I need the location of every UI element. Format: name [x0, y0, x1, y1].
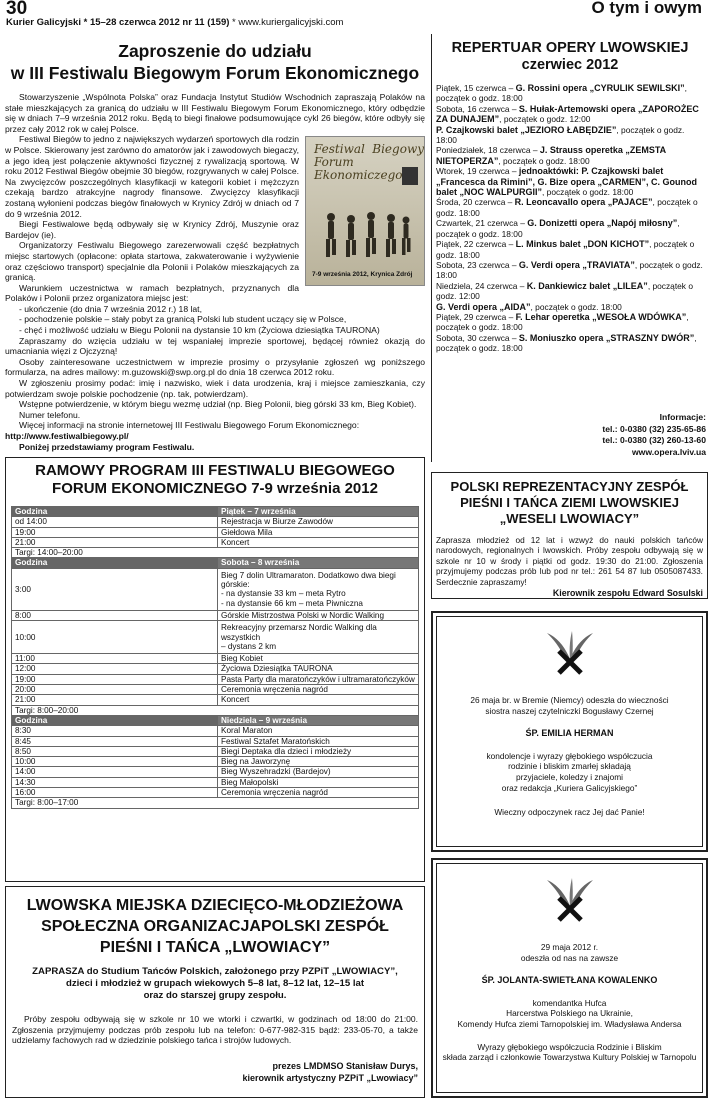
- opera-item: [436, 125, 704, 146]
- ensemble-title-line1: POLSKI REPREZENTACYJNY ZESPÓŁ: [450, 479, 689, 494]
- opera-item-title: G. Verdi opera „TRAVIATA”: [518, 259, 635, 270]
- opera-item-title: J. Strauss operetka „ZEMSTA NIETOPERZA”: [436, 145, 666, 166]
- lwowiacy-invitation-line3: oraz do starszej grupy zespołu.: [143, 990, 287, 1001]
- program-time: 3:00: [12, 568, 218, 610]
- program-row: [12, 705, 419, 715]
- opera-item-date: Piątek, 22 czerwca –: [436, 239, 516, 250]
- program-time: Targi: 8:00–17:00: [12, 798, 419, 808]
- lwowiacy-ad: [5, 886, 425, 1098]
- program-event-line: Niedziela – 9 września: [221, 715, 308, 725]
- program-title-line1: RAMOWY PROGRAM III FESTIWALU BIEGOWEGO: [35, 462, 395, 479]
- opera-item: [436, 239, 704, 260]
- program-event: [218, 558, 419, 568]
- program-row: [12, 736, 419, 746]
- page-number: 30: [6, 0, 28, 19]
- program-event: [218, 621, 419, 654]
- ensemble-ad: [431, 472, 708, 599]
- opera-item-title: S. Hułak-Artemowski opera „ZAPOROŻEC ZA DUNAJEM”: [436, 103, 699, 125]
- opera-item: [436, 145, 704, 166]
- opera-item-title: R. Leoncavallo opera „PAJACE”: [514, 197, 653, 208]
- program-event-line: Sobota – 8 września: [221, 558, 300, 568]
- program-row: [12, 568, 419, 610]
- obituary-2: [431, 858, 708, 1098]
- program-event: [218, 654, 419, 664]
- program-event-line: Bieg Wyszehradzki (Bardejov): [221, 767, 331, 777]
- opera-item-time: , początek o godz. 18:00: [498, 155, 590, 166]
- program-time: 10:00: [12, 757, 218, 767]
- opera-item-time: , początek o godz. 18:00: [436, 239, 695, 260]
- program-event-line: Ceremonia wręczenia nagród: [221, 788, 328, 798]
- program-event-line: Festiwal Sztafet Maratońskich: [221, 736, 330, 746]
- program-event-line: Bieg 7 dolin Ultramaraton. Dodatkowo dwa biegi górskie:: [221, 570, 396, 590]
- program-event: [218, 746, 419, 756]
- program-time: 11:00: [12, 654, 218, 664]
- section-title: O tym i owym: [591, 0, 702, 17]
- lwowiacy-signature-1: prezes LMDMSO Stanisław Durys,: [272, 1060, 418, 1071]
- program-row: [12, 507, 419, 517]
- program-time: 8:50: [12, 746, 218, 756]
- opera-item: [436, 302, 704, 312]
- program-row: [12, 767, 419, 777]
- program-event-line: Pasta Party dla maratończyków i ultramaratończyków: [221, 674, 415, 684]
- program-row: [12, 695, 419, 705]
- opera-item-date: Sobota, 23 czerwca –: [436, 259, 519, 270]
- invitation-title-line1: Zaproszenie do udziału: [118, 41, 312, 61]
- poster-title: Festiwal Biegowy Forum Ekonomiczego: [314, 142, 424, 183]
- program-row: [12, 726, 419, 736]
- program-event: [218, 664, 419, 674]
- paragraph: - chęć i możliwość udziału w Biegu Polonii na dystansie 10 km (Życiowa dziesiątka TAURONA): [19, 325, 380, 336]
- program-row: [12, 654, 419, 664]
- obit2-line2: odeszła od nas na zawsze: [520, 952, 619, 963]
- opera-item-date: Środa, 20 czerwca –: [436, 197, 515, 208]
- program-event: [218, 736, 419, 746]
- program-time: 14:30: [12, 777, 218, 787]
- obituary-2-inner: [436, 863, 703, 1093]
- mourning-cross-icon: [539, 629, 601, 687]
- program-event: [218, 685, 419, 695]
- obit2-line1: 29 maja 2012 r.: [540, 942, 599, 952]
- program-time: Godzina: [12, 715, 218, 725]
- program-event-line: Rejestracja w Biurze Zawodów: [221, 517, 333, 527]
- festival-program: [5, 457, 425, 882]
- invitation-title-line2: w III Festiwalu Biegowym Forum Ekonomicznego: [10, 63, 420, 83]
- lwowiacy-title: [6, 895, 424, 958]
- program-event: [218, 527, 419, 537]
- opera-item-time: , początek o godz. 12:00: [436, 280, 693, 302]
- program-event-line: Koral Maraton: [221, 726, 273, 736]
- program-time: 8:00: [12, 610, 218, 620]
- invitation-title: [5, 40, 425, 84]
- paragraph: Zapraszamy do wzięcia udziału w tej wspaniałej imprezie sportowej, będącej również okazją do umacniania więzi z Ojczyzną!: [5, 335, 425, 357]
- lwowiacy-signature-2: kierownik artystyczny PZPiT „Lwowiacy”: [242, 1072, 418, 1083]
- opera-item: [436, 281, 704, 302]
- obit2-role-1: komendantka Hufca: [532, 997, 607, 1008]
- program-time: 8:45: [12, 736, 218, 746]
- program-event: [218, 715, 419, 725]
- program-event-line: - na dystansie 33 km – meta Rytro: [221, 589, 346, 599]
- paragraph: Stowarzyszenie „Wspólnota Polska” oraz Fundacja Instytut Studiów Wschodnich zapraszają Polaków na stałe mieszkających za granicą do udziału w III Festiwalu Biegowym Forum Ekonomicznego, który odbędzie się w dniach 7–9 września 2012 roku. Będą to biegi finałowe podsumowujące cykl 26 biegów, które odbyły się przez cały 2012 rok w całej Polsce.: [5, 92, 425, 134]
- program-row: [12, 517, 419, 527]
- obit1-line1: 26 maja br. w Bremie (Niemcy) odeszła do wieczności: [470, 695, 669, 705]
- program-row: [12, 685, 419, 695]
- program-event-line: - na dystansie 66 km – meta Piwniczna: [221, 598, 363, 608]
- opera-list: [436, 83, 704, 354]
- paragraph: W zgłoszeniu prosimy podać: imię i nazwisko, wiek i data urodzenia, kraj i miejsce zamieszkania, czy potwierdzam swoje polskie pochodzenie (np. tak, potwierdzam).: [5, 378, 425, 399]
- program-row: [12, 548, 419, 558]
- program-time: Godzina: [12, 507, 218, 517]
- opera-item-time: , początek o godz. 18:00: [436, 218, 680, 239]
- program-time: 10:00: [12, 621, 218, 654]
- program-row: [12, 798, 419, 808]
- poster-logo: [402, 167, 418, 185]
- program-event-line: Rekreacyjny przemarsz Nordic Walking dla wszystkich: [221, 623, 377, 642]
- lwowiacy-invitation: [6, 966, 424, 1002]
- opera-item-time: , początek o godz. 12:00: [499, 114, 591, 125]
- opera-website[interactable]: www.opera.lviv.ua: [631, 446, 706, 457]
- obit2-condolence-1: Wyrazy głębokiego współczucia Rodzinie i Bliskim: [477, 1041, 662, 1052]
- program-event-line: Koncert: [221, 695, 250, 705]
- program-event-line: Bieg Kobiet: [221, 654, 263, 664]
- program-row: [12, 558, 419, 568]
- lwowiacy-signature: [6, 1060, 418, 1084]
- obituary-1: [431, 611, 708, 852]
- invitation-article: [5, 34, 425, 454]
- program-event: [218, 507, 419, 517]
- program-event: [218, 537, 419, 547]
- program-event: [218, 695, 419, 705]
- program-event-line: Biegi Deptaka dla dzieci i młodzieży: [221, 746, 352, 756]
- program-event-line: Górskie Mistrzostwa Polski w Nordic Walking: [221, 610, 385, 620]
- paragraph: - pochodzenie polskie – stały pobyt za granicą Polski lub student uczący się w Polsce,: [19, 314, 347, 325]
- opera-item-time: , początek o godz. 18:00: [542, 187, 634, 198]
- obit2-role-2: Harcerstwa Polskiego na Ukrainie,: [506, 1008, 633, 1019]
- opera-item-title: G. Rossini opera „CYRULIK SEWILSKI”: [515, 83, 685, 93]
- program-row: [12, 537, 419, 547]
- paragraph: Festiwal Biegów to jedno z największych wydarzeń sportowych dla rodzin w Polsce. Skierowany jest zarówno do amatorów jak i zawodowych biegaczy, a jego ideą jest połączenie aktywności fizycznej z rywalizacją sportową. W roku 2012 Festiwal Biegów obejmie 30 biegów, rozgrywanych w całej Polsce. Na zwycięzców poszczególnych klasyfikacji w kategorii kobiet i mężczyzn czekają bardzo atrakcyjne nagrody finansowe. Zwycięzcy klasyfikacji zostaną wyłonieni podczas biegów finałowych w Krynicy Zdrój w dniach od 7 do 9 września 2012.: [5, 134, 299, 219]
- opera-item-date: Niedziela, 24 czerwca –: [436, 280, 527, 291]
- program-time: 19:00: [12, 674, 218, 684]
- opera-item: [436, 312, 704, 333]
- obit2-role-3: Komendy Hufca ziemi Tarnopolskiej im. Władysława Andersa: [457, 1018, 682, 1029]
- program-time: 12:00: [12, 664, 218, 674]
- program-event: [218, 568, 419, 610]
- opera-item-date: Sobota, 30 czerwca –: [436, 332, 519, 343]
- lwowiacy-title-line1: LWOWSKA MIEJSKA DZIECIĘCO-MŁODZIEŻOWA: [26, 897, 404, 914]
- opera-item-date: Czwartek, 21 czerwca –: [436, 218, 528, 229]
- info-label: Informacje:: [659, 412, 706, 422]
- publication-name: Kurier Galicyjski * 15–28 czerwca 2012 nr 11 (159): [6, 17, 230, 28]
- paragraph: Więcej informacji na stronie internetowej III Festiwalu Biegowego Forum Ekonomicznego:: [19, 420, 360, 431]
- program-time: 21:00: [12, 695, 218, 705]
- opera-item: [436, 83, 704, 104]
- opera-item: [436, 197, 704, 218]
- program-row: [12, 757, 419, 767]
- lwowiacy-invitation-line2: dzieci i młodzież w grupach wiekowych 5–8 lat, 8–12 lat, 12–15 lat: [65, 978, 365, 989]
- opera-item-time: , początek o godz. 18:00: [530, 301, 622, 312]
- opera-item-date: Wtorek, 19 czerwca –: [436, 166, 519, 177]
- opera-item-title: F. Lehar operetka „WESOŁA WDÓWKA”: [515, 311, 687, 322]
- program-row: [12, 621, 419, 654]
- opera-item-title: L. Minkus balet „DON KICHOT”: [515, 239, 650, 250]
- festival-link[interactable]: http://www.festiwalbiegowy.pl/: [5, 431, 129, 441]
- ensemble-text: Zaprasza młodzież od 12 lat i wzwyż do nauki polskich tańców narodowych, regionalnych i lwowskich. Próby zespołu odbywają się w szkole nr 10 w środy i piątki od godz. 19:30 do 21:00. Zgłoszenia przyjmujemy podczas prób lub pod nr tel.: 261 54 87 lub 0505087433. Serdecznie zapraszamy!: [436, 535, 703, 587]
- obituary-1-inner: [436, 616, 703, 847]
- program-title-line2: FORUM EKONOMICZNEGO 7-9 września 2012: [52, 480, 378, 497]
- program-row: [12, 788, 419, 798]
- obit1-condolence-1: kondolencje i wyrazy głębokiego współczucia: [486, 750, 653, 761]
- page-header: [0, 0, 708, 32]
- opera-item-title: G. Verdi opera „AIDA”: [436, 301, 531, 312]
- publication-line: [6, 17, 343, 28]
- program-time: 8:30: [12, 726, 218, 736]
- program-event: [218, 610, 419, 620]
- program-time: 16:00: [12, 788, 218, 798]
- program-row: [12, 674, 419, 684]
- paragraph: - ukończenie (do dnia 7 września 2012 r.) 18 lat,: [19, 303, 202, 314]
- program-time: Godzina: [12, 558, 218, 568]
- program-title: [6, 462, 424, 498]
- program-time: Targi: 14:00–20:00: [12, 548, 419, 558]
- opera-subtitle: czerwiec 2012: [521, 57, 619, 73]
- program-event-line: Piątek – 7 września: [221, 507, 296, 516]
- program-event: [218, 674, 419, 684]
- opera-item-title: P. Czajkowski balet „JEZIORO ŁABĘDZIE”: [436, 124, 617, 135]
- lwowiacy-title-line2: SPOŁECZNA ORGANIZACJAPOLSKI ZESPÓŁ: [41, 918, 389, 935]
- opera-item-title: K. Dankiewicz balet „LILEA”: [526, 280, 648, 291]
- program-event-line: Bieg Małopolski: [221, 777, 279, 787]
- opera-item-title: G. Donizetti opera „Napój miłosny”: [527, 218, 678, 229]
- opera-item: [436, 260, 704, 281]
- opera-item: [436, 104, 704, 125]
- closing-line: Poniżej przedstawiamy program Festiwalu.: [19, 441, 195, 452]
- invitation-body: [5, 92, 425, 452]
- opera-item-time: , początek o godz. 18:00: [436, 332, 697, 354]
- program-row: [12, 746, 419, 756]
- program-table: [11, 506, 419, 809]
- ensemble-title-line3: „WESELI LWOWIACY”: [499, 511, 640, 526]
- opera-item: [436, 218, 704, 239]
- program-time: 20:00: [12, 685, 218, 695]
- program-event: [218, 517, 419, 527]
- program-time: 21:00: [12, 537, 218, 547]
- festival-poster-image: [305, 136, 425, 286]
- program-event-line: Ceremonia wręczenia nagród: [221, 685, 328, 695]
- program-event-line: – dystans 2 km: [221, 641, 277, 651]
- lwowiacy-description: Próby zespołu odbywają się w szkole nr 10 we wtorki i czwartki, w godzinach od 18:00 do 21:00. Zgłoszenia przyjmujemy podczas prób zespołu lub na telefon: 0-677-982-315 bądź: 233-05-70, a także udzielamy fachowych rad w dziedzinie polskiego tańca i strojów ludowych.: [12, 1014, 418, 1046]
- opera-contact: [602, 412, 706, 458]
- opera-item: [436, 333, 704, 354]
- program-event-line: Bieg na Jaworzynę: [221, 757, 291, 767]
- program-event: [218, 777, 419, 787]
- obit1-condolence-3: przyjaciele, koledzy i znajomi: [516, 771, 623, 782]
- opera-item-time: , początek o godz. 18:00: [436, 197, 698, 218]
- opera-item-time: , początek o godz. 18:00: [436, 83, 687, 104]
- program-event: [218, 767, 419, 777]
- paragraph: Biegi Festiwalowe będą odbywały się w Krynicy Zdrój, Muszynie oraz Bardejov (ie).: [5, 219, 299, 240]
- obit1-condolence-4: oraz redakcja „Kuriera Galicyjskiego”: [501, 782, 638, 793]
- program-event: [218, 757, 419, 767]
- paragraph: Organizatorzy Festiwalu Biegowego zarezerwowali część bezpłatnych miejsc startowych (opłacone: opłata startowa, zakwaterowanie i wyżywienie oraz częściowo transport) specjalnie dla Polonii i Polaków mieszkających za granicą.: [5, 240, 299, 283]
- opera-item-date: Sobota, 16 czerwca –: [436, 103, 519, 114]
- obit1-line2: siostra naszej czytelniczki Bogusławy Czernej: [485, 705, 654, 716]
- poster-date: 7-9 września 2012, Krynica Zdrój: [312, 270, 413, 278]
- mourning-cross-icon: [539, 876, 601, 934]
- program-event-line: Koncert: [221, 537, 250, 547]
- obit1-condolence-2: rodzinie i bliskim zmarłej składają: [508, 761, 631, 772]
- obit1-name: ŚP. EMILIA HERMAN: [525, 728, 614, 739]
- opera-item-time: , początek o godz. 18:00: [436, 311, 689, 333]
- website-link[interactable]: * www.kuriergalicyjski.com: [229, 17, 344, 28]
- program-time: 14:00: [12, 767, 218, 777]
- opera-title: REPERTUAR OPERY LWOWSKIEJ: [451, 40, 689, 56]
- opera-repertoire: [431, 34, 708, 462]
- program-time: 19:00: [12, 527, 218, 537]
- lwowiacy-title-line3: PIEŚNI I TAŃCA „LWOWIACY”: [99, 939, 331, 956]
- obit2-condolence-2: składa zarząd i członkowie Towarzystwa Kultury Polskiej w Tarnopolu: [442, 1052, 697, 1063]
- opera-item-title: jednoaktówki: P. Czajkowski balet „Francesca da Rimini”, G. Bize opera „CARMEN”, C. Gounod balet „NOC WALPURGII”: [436, 166, 698, 198]
- program-row: [12, 527, 419, 537]
- program-row: [12, 715, 419, 725]
- runners-silhouette: [316, 207, 416, 262]
- opera-item-date: Piątek, 15 czerwca –: [436, 83, 516, 93]
- opera-item-date: Poniedziałek, 18 czerwca –: [436, 145, 540, 156]
- ensemble-title: [432, 479, 707, 527]
- paragraph: Osoby zainteresowane uczestnictwem w imprezie prosimy o przysyłanie zgłoszeń wg poniższego formularza, na adres mailowy: m.guzowski@swp.org.pl do dnia 18 czerwca 2012 roku.: [5, 356, 425, 378]
- program-time: od 14:00: [12, 517, 218, 527]
- program-row: [12, 777, 419, 787]
- lwowiacy-invitation-line1: ZAPRASZA do Studium Tańców Polskich, założonego przy PZPiT „LWOWIACY”,: [32, 966, 398, 977]
- paragraph: Numer telefonu.: [19, 409, 81, 420]
- obit1-farewell: Wieczny odpoczynek racz Jej dać Panie!: [494, 807, 645, 818]
- obit2-name: ŚP. JOLANTA-SWIETŁANA KOWALENKO: [481, 975, 658, 986]
- opera-item-time: , początek o godz. 18:00: [436, 259, 703, 281]
- ensemble-title-line2: PIEŚNI I TAŃCA ZIEMI LWOWSKIEJ: [460, 495, 679, 510]
- phone-1: tel.: 0-0380 (32) 235-65-86: [602, 423, 706, 434]
- program-event-line: Giełdowa Mila: [221, 527, 273, 537]
- ensemble-signature: Kierownik zespołu Edward Sosulski: [552, 588, 703, 599]
- opera-item-time: , początek o godz. 18:00: [436, 124, 685, 146]
- program-row: [12, 610, 419, 620]
- program-time: Targi: 8:00–20:00: [12, 705, 419, 715]
- paragraph: Wstępne potwierdzenie, w którym biegu wezmę udział (np. Bieg Polonii, bieg górski 33 km, Bieg Kobiet).: [19, 399, 417, 410]
- opera-item-title: S. Moniuszko opera „STRASZNY DWÓR”: [518, 332, 695, 343]
- program-event: [218, 788, 419, 798]
- program-event: [218, 726, 419, 736]
- program-row: [12, 664, 419, 674]
- paragraph: Warunkiem uczestnictwa w ramach bezpłatnych, przyznanych dla Polaków i Polonii przez organizatora miejsc jest:: [5, 282, 299, 304]
- opera-item-date: Piątek, 29 czerwca –: [436, 311, 516, 322]
- opera-item: [436, 166, 704, 197]
- program-event-line: Życiowa Dziesiątka TAURONA: [221, 664, 333, 674]
- phone-2: tel.: 0-0380 (32) 260-13-60: [602, 435, 706, 445]
